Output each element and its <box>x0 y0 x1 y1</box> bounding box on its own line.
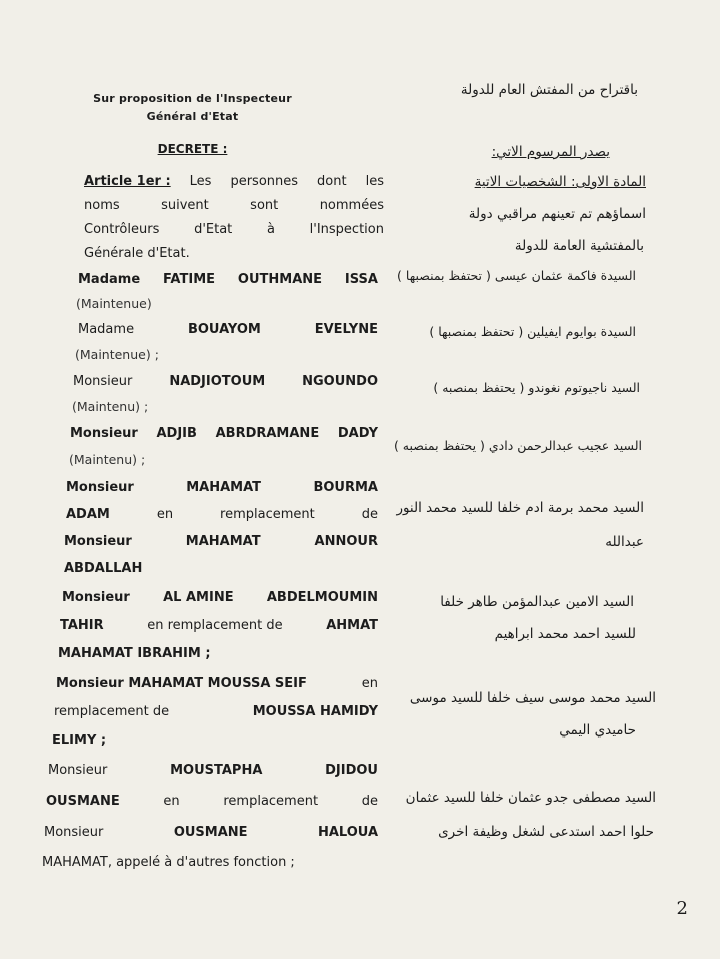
article-word: dont <box>317 174 347 189</box>
arabic-header: باقتراح من المفتش العام للدولة <box>460 82 638 98</box>
entry-8-line-4 <box>42 855 295 870</box>
entry-word: ADJIB <box>156 426 197 441</box>
article-word: les <box>365 174 384 189</box>
entry-word: NADJIOTOUM <box>169 374 266 389</box>
entry-word: ADAM <box>66 507 110 522</box>
entry-6-line-3: MAHAMAT IBRAHIM ; <box>58 646 211 661</box>
article-line: Générale d'Etat. <box>84 246 190 261</box>
entry-word: BOUAYOM <box>187 322 261 337</box>
entry-word: Monsieur <box>70 426 138 441</box>
decrete-heading: DECRETE : <box>157 142 228 156</box>
entry-word: de <box>361 507 378 522</box>
arabic-entry-7-line-1: السيد محمد موسى سيف خلفا للسيد موسى <box>409 690 656 706</box>
arabic-entry-6-line-1: السيد الامين عبدالمؤمن طاهر خلفا <box>440 594 634 610</box>
arabic-entry-3: السيد ناجيوتوم نغوندو ( يحتفظ بمنصبه ) <box>433 380 640 395</box>
french-column <box>40 0 384 959</box>
arabic-entry-2: السيدة بوايوم ايفيلين ( تحتفظ بمنصبها ) <box>429 324 636 339</box>
entry-1-name <box>78 272 378 287</box>
entry-word: Monsieur <box>44 825 104 840</box>
article-word: noms <box>84 198 120 213</box>
entry-8-line-4-text: MAHAMAT, appelé à d'autres fonction ; <box>42 855 295 870</box>
arabic-article-line-3: بالمفتشية العامة للدولة <box>514 238 644 254</box>
entry-7-line-3: ELIMY ; <box>52 733 107 748</box>
entry-word: ANNOUR <box>314 534 378 549</box>
article-word: l'Inspection <box>309 222 384 237</box>
entry-word: Monsieur <box>66 480 134 495</box>
entry-word: TAHIR <box>60 618 104 633</box>
entry-word: ISSA <box>344 272 378 287</box>
entry-6-line-2 <box>60 618 378 633</box>
entry-word: AHMAT <box>326 618 378 633</box>
entry-5-line-2 <box>66 507 378 522</box>
entry-word: ABRDRAMANE <box>215 426 320 441</box>
entry-8-line-2 <box>46 794 378 809</box>
entry-6-line-1 <box>62 590 378 605</box>
article-word: nommées <box>319 198 384 213</box>
entry-3-name <box>73 374 378 389</box>
page-number: 2 <box>676 898 688 919</box>
entry-word: en remplacement de <box>147 618 283 633</box>
arabic-entry-7-line-2: حاميدي اليمي <box>559 722 636 738</box>
entry-word: MOUSTAPHA <box>170 763 263 778</box>
article-line <box>84 222 384 237</box>
article-word: suivent <box>161 198 209 213</box>
arabic-article-line-1: المادة الاولى: الشخصيات الاتية <box>474 174 646 190</box>
article-word: Les <box>189 174 212 189</box>
entry-word: NGOUNDO <box>302 374 378 389</box>
entry-word: Monsieur <box>64 534 132 549</box>
entry-5-line-4: ABDALLAH <box>64 561 143 576</box>
entry-7-line-2 <box>54 704 378 719</box>
entry-word: en <box>156 507 174 522</box>
arabic-entry-1: السيدة فاكمة عثمان عيسى ( تحتفظ بمنصبها ) <box>397 268 636 283</box>
entry-word: en <box>361 676 378 691</box>
entry-2-name <box>78 322 378 337</box>
entry-1-status: (Maintenue) <box>76 296 152 311</box>
article-line <box>84 174 384 189</box>
entry-word: Monsieur <box>62 590 130 605</box>
entry-word: OUSMANE <box>173 825 248 840</box>
entry-word: Madame <box>78 272 141 287</box>
entry-word: ABDELMOUMIN <box>266 590 378 605</box>
entry-7-line-1 <box>56 676 378 691</box>
entry-8-line-1 <box>48 763 378 778</box>
arabic-entry-5-line-1: السيد محمد برمة ادم خلفا للسيد محمد النور <box>396 500 644 516</box>
arabic-column <box>380 0 680 959</box>
entry-word: FATIME <box>163 272 216 287</box>
entry-word: AL AMINE <box>163 590 234 605</box>
article-word: personnes <box>230 174 299 189</box>
entry-2-status: (Maintenue) ; <box>75 347 159 362</box>
entry-3-status: (Maintenu) ; <box>72 399 149 414</box>
entry-word: MAHAMAT <box>186 480 262 495</box>
arabic-decree: يصدر المرسوم الاتي: <box>491 144 610 160</box>
arabic-entry-4: السيد عجيب عبدالرحمن دادي ( يحتفظ بمنصبه ) <box>393 438 642 453</box>
entry-8-line-3 <box>44 825 378 840</box>
entry-word: OUTHMANE <box>237 272 323 287</box>
article-word: sont <box>250 198 279 213</box>
arabic-article-line-2: اسماؤهم تم تعينهم مراقبي دولة <box>468 206 646 222</box>
entry-word: DADY <box>337 426 378 441</box>
entry-5-line-3 <box>64 534 378 549</box>
entry-word: DJIDOU <box>325 763 378 778</box>
entry-word: BOURMA <box>313 480 378 495</box>
entry-word: remplacement <box>220 507 315 522</box>
article-word: Contrôleurs <box>84 222 160 237</box>
entry-word: de <box>361 794 378 809</box>
arabic-entry-6-line-2: للسيد احمد محمد ابراهيم <box>494 626 636 642</box>
entry-word: Madame <box>78 322 135 337</box>
entry-word: remplacement de <box>54 704 170 719</box>
entry-word: EVELYNE <box>314 322 378 337</box>
entry-word: MAHAMAT <box>185 534 261 549</box>
entry-word: MOUSSA HAMIDY <box>252 704 378 719</box>
entry-4-status: (Maintenu) ; <box>69 452 146 467</box>
arabic-entry-8-line-2: حلوا احمد استدعى لشغل وظيفة اخرى <box>438 824 654 840</box>
french-header-line-2: Général d'Etat <box>146 110 239 123</box>
entry-word: Monsieur <box>48 763 108 778</box>
french-header-line-1: Sur proposition de l'Inspecteur <box>93 92 292 105</box>
article-word: à <box>266 222 275 237</box>
entry-word: Monsieur MAHAMAT MOUSSA SEIF <box>56 676 307 691</box>
entry-word: OUSMANE <box>46 794 120 809</box>
entry-word: Monsieur <box>73 374 133 389</box>
entry-4-name <box>70 426 378 441</box>
entry-5-line-1 <box>66 480 378 495</box>
article-line <box>84 198 384 213</box>
arabic-entry-5-line-2: عبدالله <box>605 534 644 550</box>
article-word: d'Etat <box>194 222 233 237</box>
entry-word: HALOUA <box>317 825 378 840</box>
arabic-entry-8-line-1: السيد مصطفى جدو عثمان خلفا للسيد عثمان <box>405 790 656 806</box>
article-label: Article 1er : <box>84 174 171 189</box>
entry-word: remplacement <box>223 794 319 809</box>
entry-word: en <box>163 794 180 809</box>
